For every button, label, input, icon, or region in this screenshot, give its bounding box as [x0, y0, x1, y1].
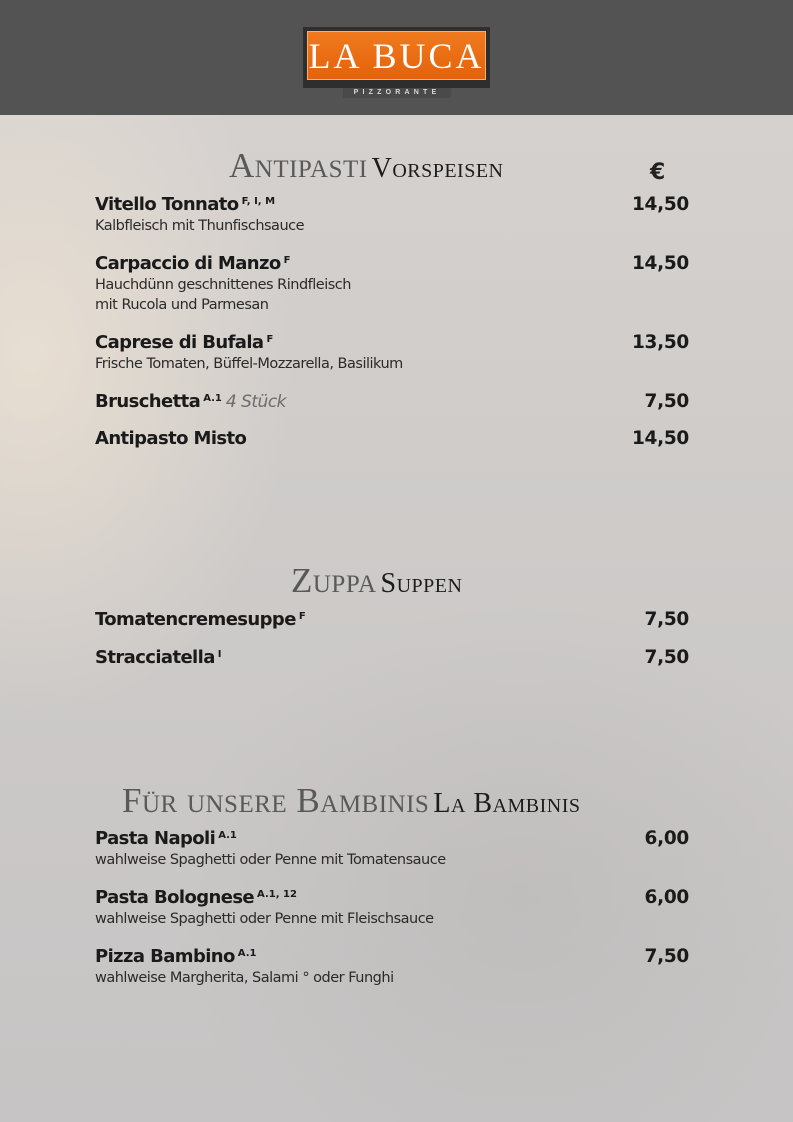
item-name: Pizza Bambino	[95, 946, 235, 967]
allergen-codes: A.1	[218, 830, 237, 841]
logo-plate	[307, 31, 486, 80]
section-heading-zuppa	[291, 563, 462, 598]
item-description: Hauchdünn geschnittenes Rindfleisch	[95, 277, 351, 293]
menu-item	[95, 194, 689, 236]
item-price: 14,50	[631, 428, 689, 449]
menu-item	[95, 391, 689, 413]
menu-item	[95, 946, 689, 988]
logo-subtitle: PIZZORANTE	[343, 88, 451, 98]
currency-symbol: €	[650, 160, 666, 185]
item-description: Frische Tomaten, Büffel-Mozzarella, Basilikum	[95, 356, 403, 372]
item-name: Bruschetta	[95, 391, 201, 412]
item-description: wahlweise Spaghetti oder Penne mit Fleischsauce	[95, 911, 434, 927]
item-name: Antipasto Misto	[95, 428, 247, 449]
item-price: 7,50	[644, 391, 689, 412]
header-bar	[0, 0, 793, 115]
item-price: 14,50	[631, 253, 689, 274]
heading-italian: Für unsere Bambinis	[122, 781, 430, 820]
heading-german: Suppen	[380, 568, 463, 599]
menu-item	[95, 647, 689, 669]
allergen-codes: F	[266, 334, 274, 345]
menu-item	[95, 828, 689, 870]
menu-item	[95, 887, 689, 929]
heading-german: Vorspeisen	[371, 153, 504, 184]
item-description: Kalbfleisch mit Thunfischsauce	[95, 218, 305, 234]
menu-item	[95, 428, 689, 450]
item-price: 7,50	[644, 946, 689, 967]
menu-item	[95, 253, 689, 315]
item-name: Pasta Bolognese	[95, 887, 255, 908]
section-heading-bambinis	[122, 783, 581, 818]
menu-item	[95, 609, 689, 631]
item-description: wahlweise Spaghetti oder Penne mit Tomatensauce	[95, 852, 446, 868]
item-note: 4 Stück	[225, 392, 287, 412]
logo-title: LA BUCA	[308, 35, 485, 76]
allergen-codes: F, I, M	[241, 196, 276, 207]
item-price: 6,00	[644, 828, 689, 849]
allergen-codes: A.1	[203, 393, 222, 404]
item-name: Stracciatella	[95, 647, 215, 668]
heading-italian: Antipasti	[229, 146, 368, 185]
allergen-codes: A.1, 12	[257, 889, 297, 900]
item-description-line2: mit Rucola und Parmesan	[95, 297, 269, 313]
item-price: 7,50	[644, 609, 689, 630]
section-heading-antipasti	[229, 148, 504, 183]
allergen-codes: I	[217, 649, 222, 660]
restaurant-logo	[303, 27, 490, 96]
item-price: 6,00	[644, 887, 689, 908]
item-description: wahlweise Margherita, Salami ° oder Funghi	[95, 970, 394, 986]
item-name: Vitello Tonnato	[95, 194, 239, 215]
heading-german: La Bambinis	[433, 788, 581, 819]
allergen-codes: F	[298, 611, 306, 622]
item-price: 7,50	[644, 647, 689, 668]
item-price: 14,50	[631, 194, 689, 215]
item-name: Carpaccio di Manzo	[95, 253, 281, 274]
item-name: Pasta Napoli	[95, 828, 216, 849]
menu-item	[95, 332, 689, 374]
item-name: Caprese di Bufala	[95, 332, 264, 353]
item-name: Tomatencremesuppe	[95, 609, 296, 630]
item-price: 13,50	[631, 332, 689, 353]
allergen-codes: F	[283, 255, 291, 266]
heading-italian: Zuppa	[291, 561, 377, 600]
allergen-codes: A.1	[237, 948, 257, 959]
